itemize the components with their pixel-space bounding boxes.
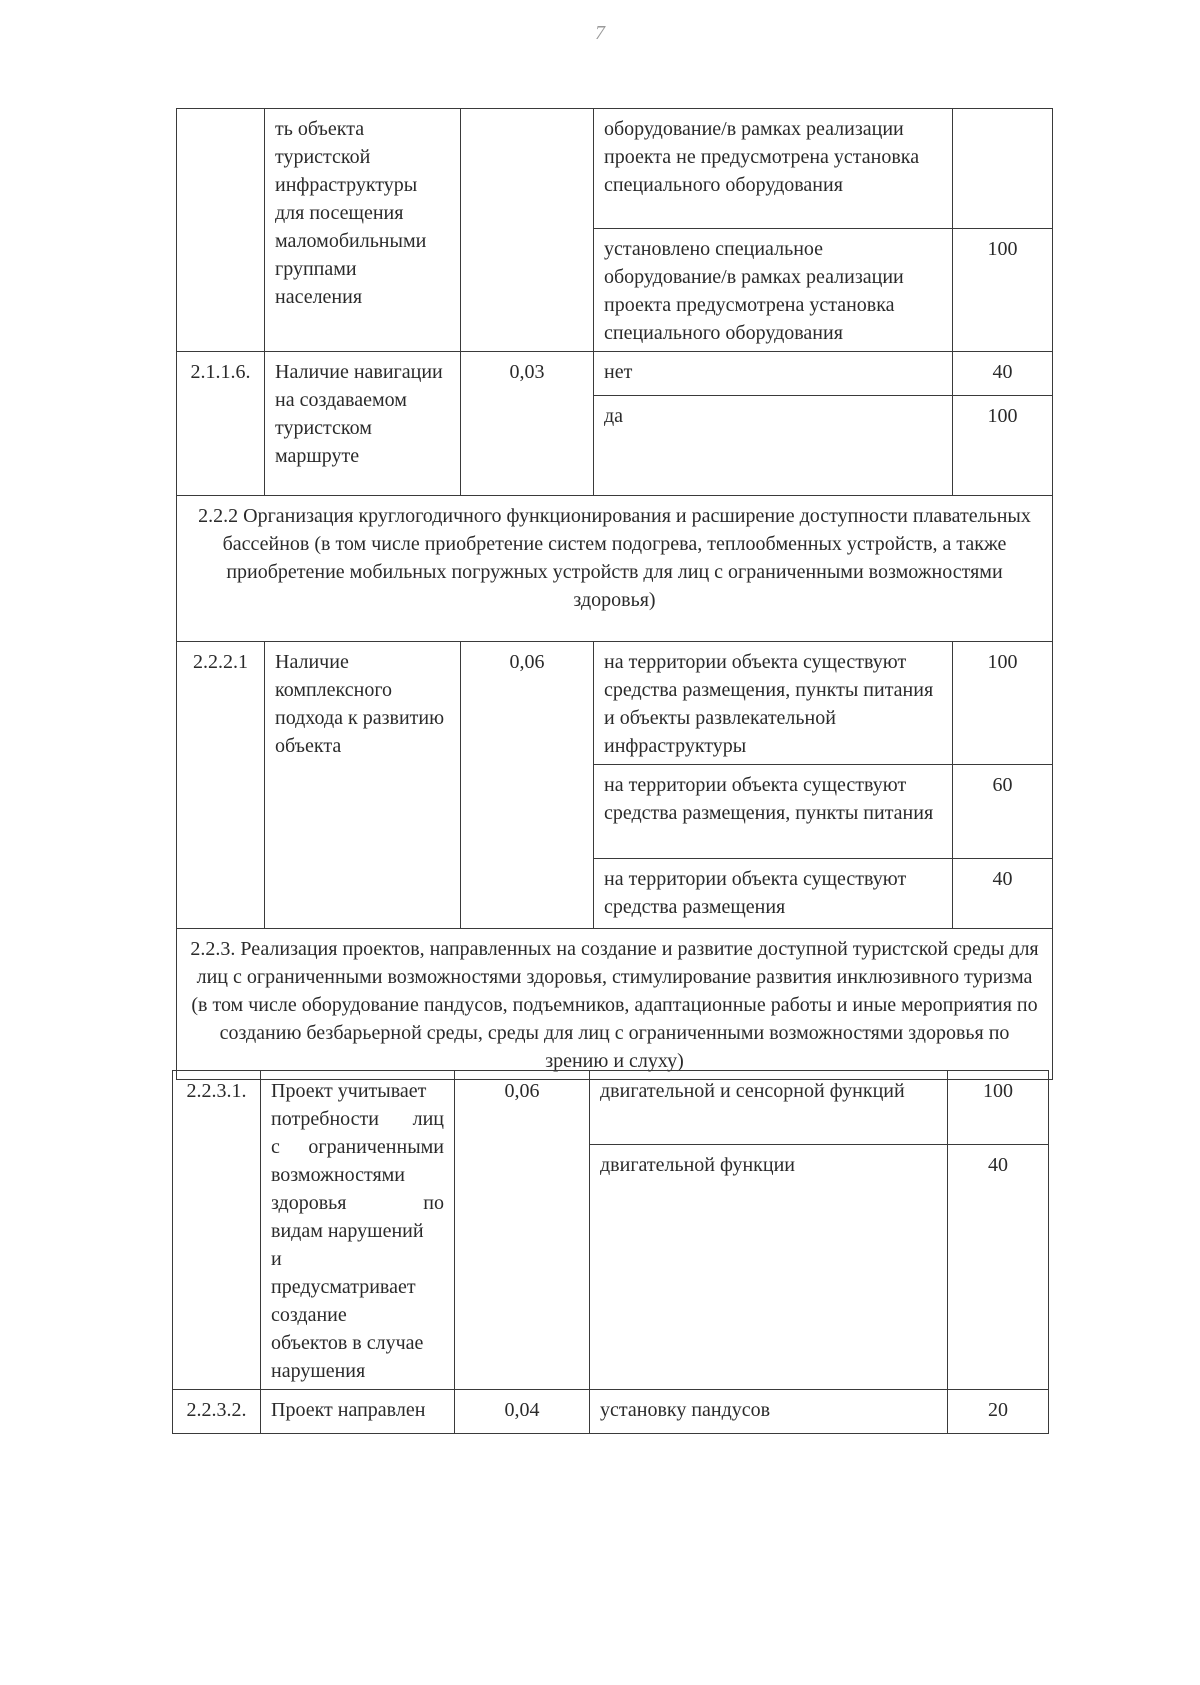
score-cell: 100 [953, 396, 1053, 496]
name-line: инфраструктуры [275, 174, 418, 196]
name-line: предусматривает [271, 1276, 416, 1298]
criterion-name-cell [265, 109, 461, 352]
section-header-row [177, 929, 1053, 1080]
table-row [173, 1390, 1049, 1434]
name-line: возможностями [271, 1164, 406, 1186]
score-cell: 40 [953, 352, 1053, 396]
criterion-name-cell: Наличие навигации на создаваемом туристском маршруте [265, 352, 461, 496]
score-cell: 100 [953, 642, 1053, 765]
criteria-table-upper [176, 108, 1053, 1080]
criterion-option: оборудование/в рамках реализации проекта не предусмотрена установка специального оборудования [594, 109, 953, 229]
weight-cell: 0,04 [455, 1390, 590, 1434]
table-row [177, 352, 1053, 396]
row-number-cell: 2.2.3.2. [173, 1390, 261, 1434]
name-line: объектов в случае [271, 1332, 424, 1354]
score-cell: 40 [948, 1145, 1049, 1390]
page-number: 7 [595, 22, 605, 44]
criterion-name-cell [261, 1071, 455, 1390]
section-header-222: 2.2.2 Организация круглогодичного функционирования и расширение доступности плавательных бассейнов (в том числе приобретение систем подогрева, теплообменных устройств, а также приобретение мобильных погружных устройств для лиц с ограниченными возможностями здоровья) [177, 496, 1053, 642]
name-line: для посещения [275, 202, 404, 224]
criterion-option: на территории объекта существуют средства размещения [594, 859, 953, 929]
score-cell: 60 [953, 765, 1053, 859]
section-header-row [177, 496, 1053, 642]
row-number-cell: 2.2.2.1 [177, 642, 265, 929]
weight-cell: 0,03 [461, 352, 594, 496]
score-cell: 20 [948, 1390, 1049, 1434]
name-line: с ограниченными [271, 1136, 444, 1158]
criterion-option: двигательной и сенсорной функций [590, 1071, 948, 1145]
criterion-option: установлено специальное оборудование/в рамках реализации проекта предусмотрена установка специального оборудования [594, 229, 953, 352]
criterion-option: да [594, 396, 953, 496]
criterion-option: на территории объекта существуют средства размещения, пункты питания [594, 765, 953, 859]
criteria-table-lower [172, 1070, 1049, 1434]
row-number-cell: 2.2.3.1. [173, 1071, 261, 1390]
name-line: здоровья по [271, 1192, 444, 1214]
criterion-name-cell: Наличие комплексного подхода к развитию объекта [265, 642, 461, 929]
row-number-cell [177, 109, 265, 352]
name-line: группами [275, 258, 357, 280]
weight-cell: 0,06 [455, 1071, 590, 1390]
name-line: и [271, 1248, 282, 1270]
criterion-option: на территории объекта существуют средства размещения, пункты питания и объекты развлекательной инфраструктуры [594, 642, 953, 765]
score-cell [953, 109, 1053, 229]
score-cell: 100 [953, 229, 1053, 352]
criterion-option: установку пандусов [590, 1390, 948, 1434]
name-line: ть объекта [275, 118, 365, 140]
score-cell: 100 [948, 1071, 1049, 1145]
table-row [177, 642, 1053, 765]
row-number-cell: 2.1.1.6. [177, 352, 265, 496]
criterion-name-cell: Проект направлен [261, 1390, 455, 1434]
name-line: создание [271, 1304, 347, 1326]
weight-cell [461, 109, 594, 352]
name-line: Проект учитывает [271, 1080, 427, 1102]
name-line: видам нарушений [271, 1220, 424, 1242]
table-row [177, 109, 1053, 229]
criterion-option: двигательной функции [590, 1145, 948, 1390]
name-line: туристской [275, 146, 371, 168]
name-line: маломобильными [275, 230, 427, 252]
score-cell: 40 [953, 859, 1053, 929]
section-header-223: 2.2.3. Реализация проектов, направленных на создание и развитие доступной туристской среды для лиц с ограниченными возможностями здоровья, стимулирование развития инклюзивного туризма (в том числе оборудование пандусов, подъемников, адаптационные работы и иные мероприятия по созданию безбарьерной среды, среды для лиц с ограниченными возможностями здоровья по зрению и слуху) [177, 929, 1053, 1080]
table-row [173, 1071, 1049, 1145]
name-line: потребности лиц [271, 1108, 444, 1130]
weight-cell: 0,06 [461, 642, 594, 929]
name-line: нарушения [271, 1360, 366, 1382]
criterion-option: нет [594, 352, 953, 396]
name-line: населения [275, 286, 363, 308]
